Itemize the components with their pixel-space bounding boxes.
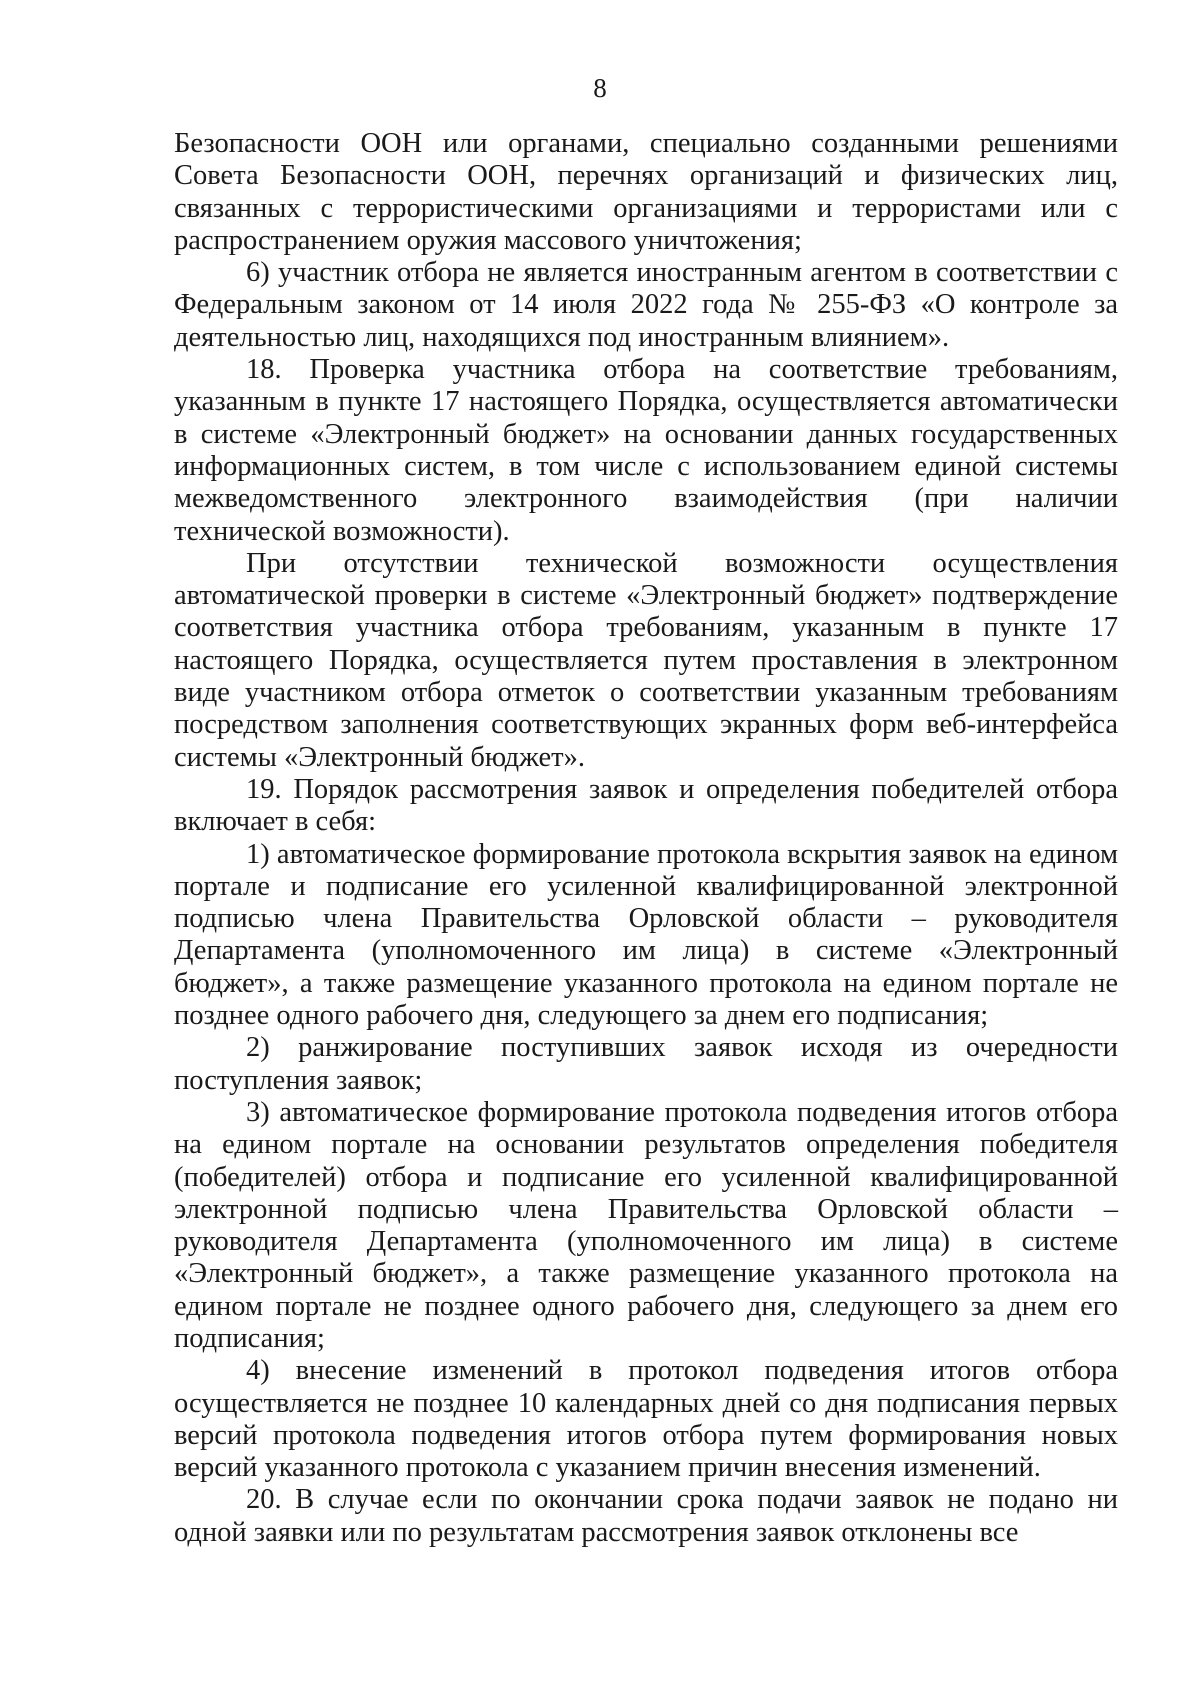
document-body — [174, 128, 1118, 1549]
paragraph-clause-18: 18. Проверка участника отбора на соответствие требованиям, указанным в пункте 17 настоящего Порядка, осуществляется автоматически в системе «Электронный бюджет» на основании данных государственных информационных систем, в том числе с использованием единой системы межведомственного электронного взаимодействия (при наличии технической возможности). — [174, 354, 1118, 547]
page-number: 8 — [593, 73, 607, 103]
paragraph-clause-19: 19. Порядок рассмотрения заявок и определения победителей отбора включает в себя: — [174, 773, 1118, 838]
paragraph-no-technical-possibility: При отсутствии технической возможности осуществления автоматической проверки в системе «Электронный бюджет» подтверждение соответствия участника отбора требованиям, указанным в пункте 17 настоящего Порядка, осуществляется путем проставления в электронном виде участником отбора отметок о соответствии указанным требованиям посредством заполнения соответствующих экранных форм веб-интерфейса системы «Электронный бюджет». — [174, 547, 1118, 773]
paragraph-item-3: 3) автоматическое формирование протокола подведения итогов отбора на едином портале на основании результатов определения победителя (победителей) отбора и подписание его усиленной квалифицированной электронной подписью члена Правительства Орловской области – руководителя Департамента (уполномоченного им лица) в системе «Электронный бюджет», а также размещение указанного протокола на едином портале не позднее одного рабочего дня, следующего за днем его подписания; — [174, 1096, 1118, 1354]
paragraph-item-6: 6) участник отбора не является иностранным агентом в соответствии с Федеральным законом от 14 июля 2022 года № 255-ФЗ «О контроле за деятельностью лиц, находящихся под иностранным влиянием». — [174, 257, 1118, 353]
paragraph-item-2: 2) ранжирование поступивших заявок исходя из очередности поступления заявок; — [174, 1032, 1118, 1096]
paragraph-item-4: 4) внесение изменений в протокол подведения итогов отбора осуществляется не позднее 10 календарных дней со дня подписания первых версий протокола подведения итогов отбора путем формирования новых версий указанного протокола с указанием причин внесения изменений. — [174, 1355, 1118, 1484]
paragraph-continuation: Безопасности ООН или органами, специально созданными решениями Совета Безопасности ООН, перечнях организаций и физических лиц, связанных с террористическими организациями и террористами или с распространением оружия массового уничтожения; — [174, 128, 1118, 256]
paragraph-item-1: 1) автоматическое формирование протокола вскрытия заявок на едином портале и подписание его усиленной квалифицированной электронной подписью члена Правительства Орловской области – руководителя Департамента (уполномоченного им лица) в системе «Электронный бюджет», а также размещение указанного протокола на едином портале не позднее одного рабочего дня, следующего за днем его подписания; — [174, 838, 1118, 1032]
paragraph-clause-20: 20. В случае если по окончании срока подачи заявок не подано ни одной заявки или по результатам рассмотрения заявок отклонены все — [174, 1484, 1118, 1548]
